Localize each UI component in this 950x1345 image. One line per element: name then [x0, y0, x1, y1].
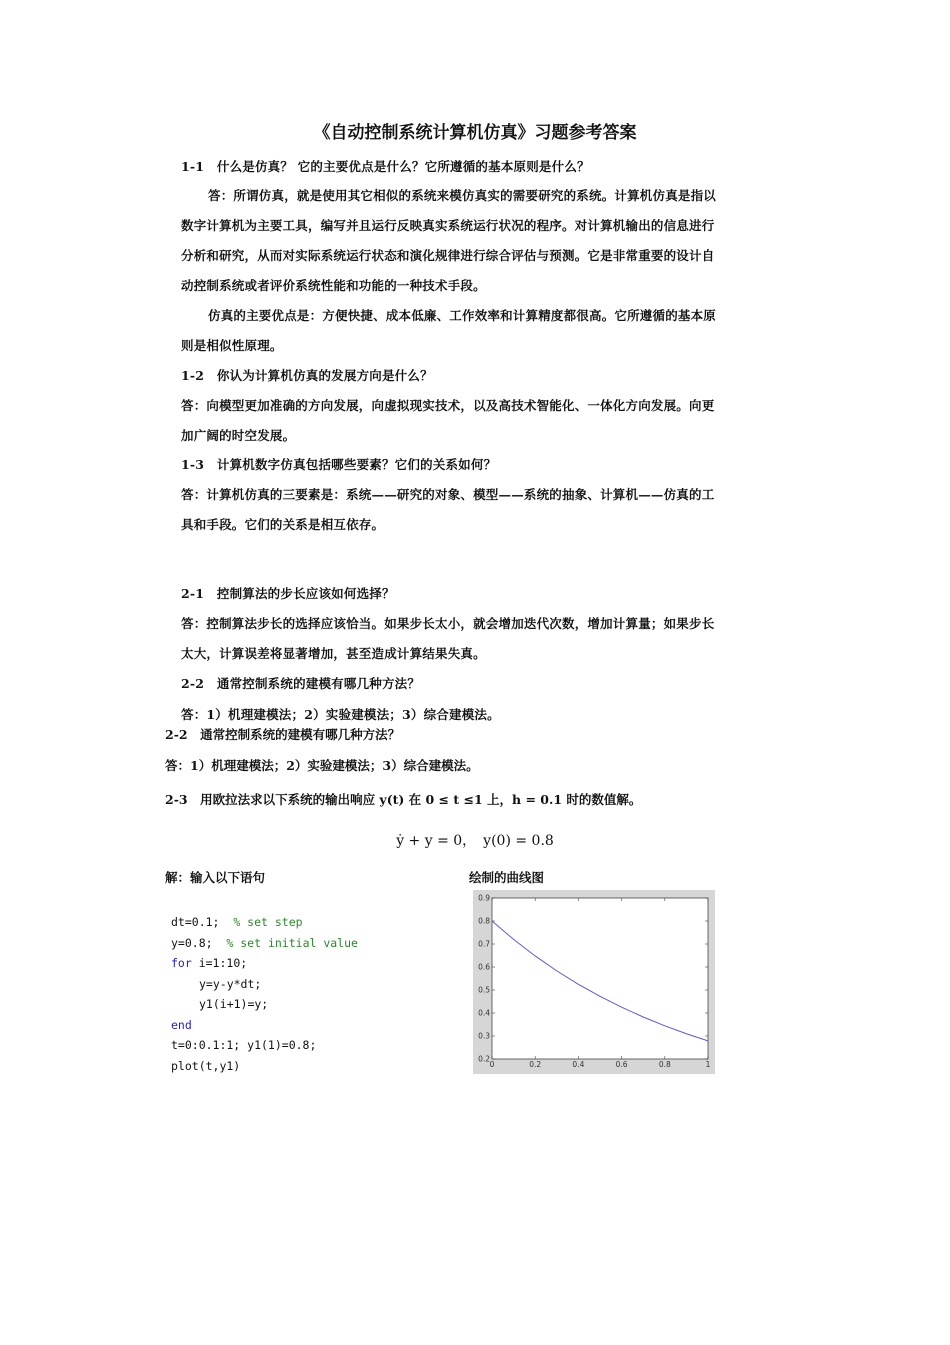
question-2-2-top: 2-2 通常控制系统的建模有哪几种方法？: [181, 676, 421, 691]
answer-2-2-cut-text: 答：1）机理建模法；2）实验建模法；3）综合建模法。: [181, 707, 500, 722]
code-line: y1(i+1)=y;: [199, 997, 269, 1011]
code-line: y=y-y*dt;: [199, 976, 262, 991]
x-tick-label: 0.8: [658, 1060, 671, 1069]
y-tick-label: 0.4: [478, 1008, 490, 1018]
answer-2-2: 答：1）机理建模法；2）实验建模法；3）综合建模法。: [165, 758, 479, 773]
x-tick-label: 0.2: [529, 1060, 542, 1069]
question-1-2: 1-2 你认为计算机仿真的发展方向是什么？: [181, 368, 433, 383]
plot-figure: [473, 890, 715, 1074]
code-line: t=0:0.1:1; y1(1)=0.8;: [171, 1038, 317, 1052]
plot-area: [492, 898, 708, 1059]
question-1-3: 1-3 计算机数字仿真包括哪些要素？它们的关系如何？: [181, 457, 497, 472]
code-line: y=0.8; % set initial value: [171, 935, 358, 950]
answer-1-1-line: 分析和研究，从而对实际系统运行状态和演化规律进行综合评估与预测。它是非常重要的设计自: [181, 248, 715, 263]
y-tick-label: 0.3: [478, 1031, 490, 1041]
answer-1-1-line: 数字计算机为主要工具，编写并且运行反映真实系统运行状况的程序。对计算机输出的信息进行: [181, 218, 715, 233]
solution-label: 解：输入以下语句: [165, 870, 266, 885]
x-tick-label: 0: [489, 1060, 495, 1069]
answer-1-1-line: 答：所谓仿真，就是使用其它相似的系统来模仿真实的需要研究的系统。计算机仿真是指以: [208, 188, 717, 203]
answer-2-2-cut: [181, 705, 753, 722]
answer-2-1-line: 太大，计算误差将显著增加，甚至造成计算结果失真。: [181, 646, 486, 661]
plot-label: 绘制的曲线图: [469, 870, 545, 885]
answer-1-3-line: 答：计算机仿真的三要素是：系统——研究的对象、模型——系统的抽象、计算机——仿真的工: [181, 487, 715, 502]
x-tick-label: 0.6: [615, 1060, 628, 1069]
question-2-1: 2-1 控制算法的步长应该如何选择？: [181, 586, 395, 601]
y-tick-label: 0.8: [478, 916, 490, 926]
line-chart: [473, 890, 715, 1074]
code-line: dt=0.1; % set step: [171, 915, 303, 929]
y-tick-label: 0.7: [478, 939, 490, 949]
equation: ẏ + y = 0， y(0) = 0.8: [396, 833, 554, 849]
answer-1-1-line: 动控制系统或者评价系统性能和功能的一种技术手段。: [181, 278, 486, 293]
x-tick-label: 1: [705, 1060, 711, 1069]
code-line: plot(t,y1): [171, 1058, 241, 1073]
answer-1-2-line: 答：向模型更加准确的方向发展，向虚拟现实技术，以及高技术智能化、一体化方向发展。向更: [181, 398, 715, 413]
y-tick-label: 0.6: [478, 962, 490, 972]
y-tick-label: 0.9: [478, 893, 490, 903]
answer-1-3-line: 具和手段。它们的关系是相互依存。: [181, 517, 385, 532]
answer-2-1-line: 答：控制算法步长的选择应该恰当。如果步长太小，就会增加迭代次数，增加计算量；如果步长: [181, 616, 715, 631]
document-title: 《自动控制系统计算机仿真》习题参考答案: [313, 123, 637, 143]
code-line: for i=1:10;: [171, 956, 248, 970]
question-1-1: 1-1 什么是仿真？ 它的主要优点是什么？它所遵循的基本原则是什么？: [181, 159, 590, 174]
answer-1-1-advantages: 则是相似性原理。: [181, 338, 283, 353]
answer-1-1-advantages: 仿真的主要优点是：方便快捷、成本低廉、工作效率和计算精度都很高。它所遵循的基本原: [208, 308, 717, 323]
code-line: end: [171, 1017, 192, 1032]
y-tick-label: 0.5: [478, 985, 490, 995]
x-tick-label: 0.4: [572, 1060, 585, 1069]
answer-1-2-line: 加广阔的时空发展。: [181, 428, 296, 443]
question-2-2: 2-2 通常控制系统的建模有哪几种方法？: [165, 727, 401, 742]
question-2-3: 2-3 用欧拉法求以下系统的输出响应 y(t) 在 0 ≤ t ≤1 上，h = 0.1 时的数值解。: [165, 792, 642, 807]
y-tick-label: 0.2: [478, 1054, 490, 1064]
code-block: [171, 912, 358, 1076]
